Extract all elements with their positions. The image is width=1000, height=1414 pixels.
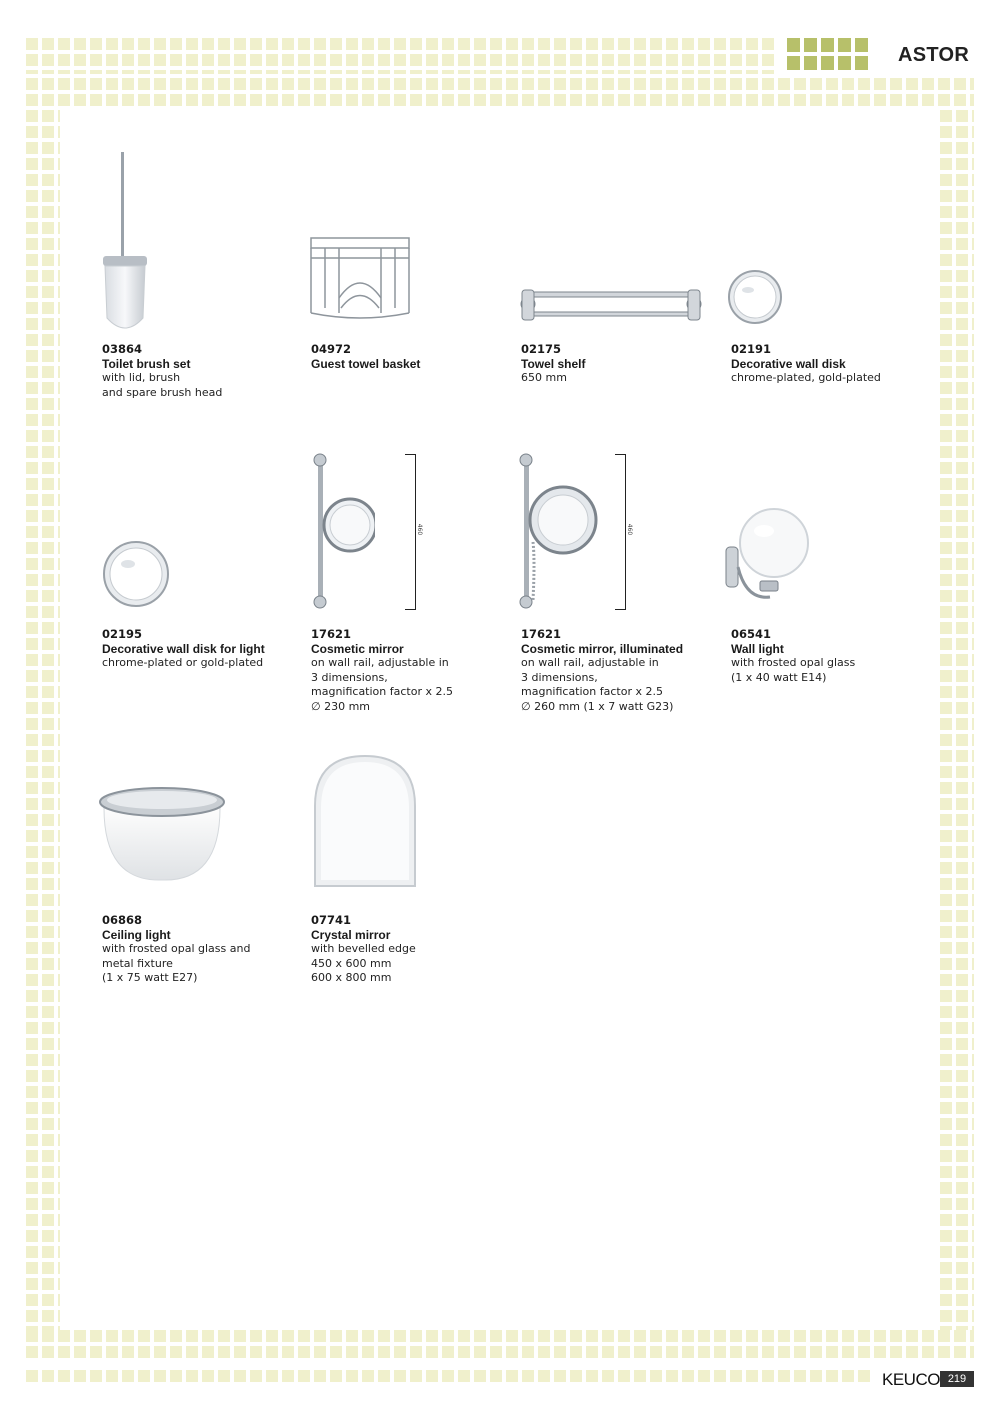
- product-caption: [731, 627, 931, 685]
- product-description: chrome-plated, gold-plated: [731, 371, 881, 384]
- product-code: 07741: [311, 913, 352, 927]
- dimension-line: [615, 454, 626, 610]
- brand-logo: KEUCO: [882, 1370, 940, 1389]
- product-description: chrome-plated or gold-plated: [102, 656, 264, 669]
- product-code: 17621: [311, 627, 352, 641]
- product-name: Wall light: [731, 641, 784, 656]
- product-caption: [521, 342, 721, 386]
- product-name: Towel shelf: [521, 356, 586, 371]
- cosmetic-mirror-image: [305, 450, 375, 615]
- wall-light-image: [722, 505, 814, 613]
- product-code: 02195: [102, 627, 143, 641]
- product-name: Toilet brush set: [102, 356, 191, 371]
- page-number: 219: [940, 1371, 974, 1387]
- brand-tiles: [787, 38, 871, 74]
- wall-disk-light-image: [100, 538, 172, 610]
- product-code: 03864: [102, 342, 143, 356]
- product-code: 17621: [521, 627, 562, 641]
- product-name: Ceiling light: [102, 927, 171, 942]
- product-code: 06541: [731, 627, 772, 641]
- tile-border-bottom-lower: [26, 1370, 874, 1386]
- wall-disk-image: [726, 268, 784, 326]
- towel-basket-image: [305, 228, 415, 328]
- ceiling-light-image: [96, 778, 228, 882]
- towel-shelf-image: [518, 282, 704, 326]
- product-name: Cosmetic mirror: [311, 641, 404, 656]
- tile-border-bottom: [26, 1330, 974, 1362]
- product-description: 650 mm: [521, 371, 567, 384]
- dimension-label: 460: [416, 523, 424, 536]
- dimension-label: 460: [626, 523, 634, 536]
- product-code: 02191: [731, 342, 772, 356]
- product-caption: [311, 627, 511, 714]
- tile-border-right: [940, 110, 974, 1330]
- product-code: 04972: [311, 342, 352, 356]
- toilet-brush-set-image: [95, 148, 155, 338]
- product-description: on wall rail, adjustable in 3 dimensions, magnification factor x 2.5 ∅ 260 mm (1 x 7 watt G23): [521, 656, 674, 713]
- product-name: Guest towel basket: [311, 356, 421, 371]
- tile-border-top: [26, 38, 776, 74]
- product-code: 02175: [521, 342, 562, 356]
- series-title: ASTOR: [898, 44, 970, 66]
- product-description: with frosted opal glass (1 x 40 watt E14): [731, 656, 856, 684]
- product-area: [62, 112, 938, 1328]
- product-description: on wall rail, adjustable in 3 dimensions, magnification factor x 2.5 ∅ 230 mm: [311, 656, 453, 713]
- crystal-mirror-image: [311, 752, 419, 890]
- product-caption: [102, 627, 302, 671]
- product-description: with bevelled edge 450 x 600 mm 600 x 800 mm: [311, 942, 416, 984]
- illuminated-mirror-image: [515, 450, 605, 615]
- product-caption: [521, 627, 721, 714]
- product-caption: [102, 913, 302, 986]
- product-name: Crystal mirror: [311, 927, 391, 942]
- product-caption: [731, 342, 931, 386]
- product-caption: [102, 342, 302, 400]
- product-description: with lid, brush and spare brush head: [102, 371, 223, 399]
- product-code: 06868: [102, 913, 143, 927]
- product-description: with frosted opal glass and metal fixture (1 x 75 watt E27): [102, 942, 251, 984]
- product-caption: [311, 342, 511, 371]
- tile-border-top-lower: [26, 78, 974, 110]
- product-name: Cosmetic mirror, illuminated: [521, 641, 684, 656]
- dimension-line: [405, 454, 416, 610]
- product-name: Decorative wall disk for light: [102, 641, 265, 656]
- tile-border-left: [26, 110, 60, 1330]
- product-caption: [311, 913, 511, 986]
- product-name: Decorative wall disk: [731, 356, 846, 371]
